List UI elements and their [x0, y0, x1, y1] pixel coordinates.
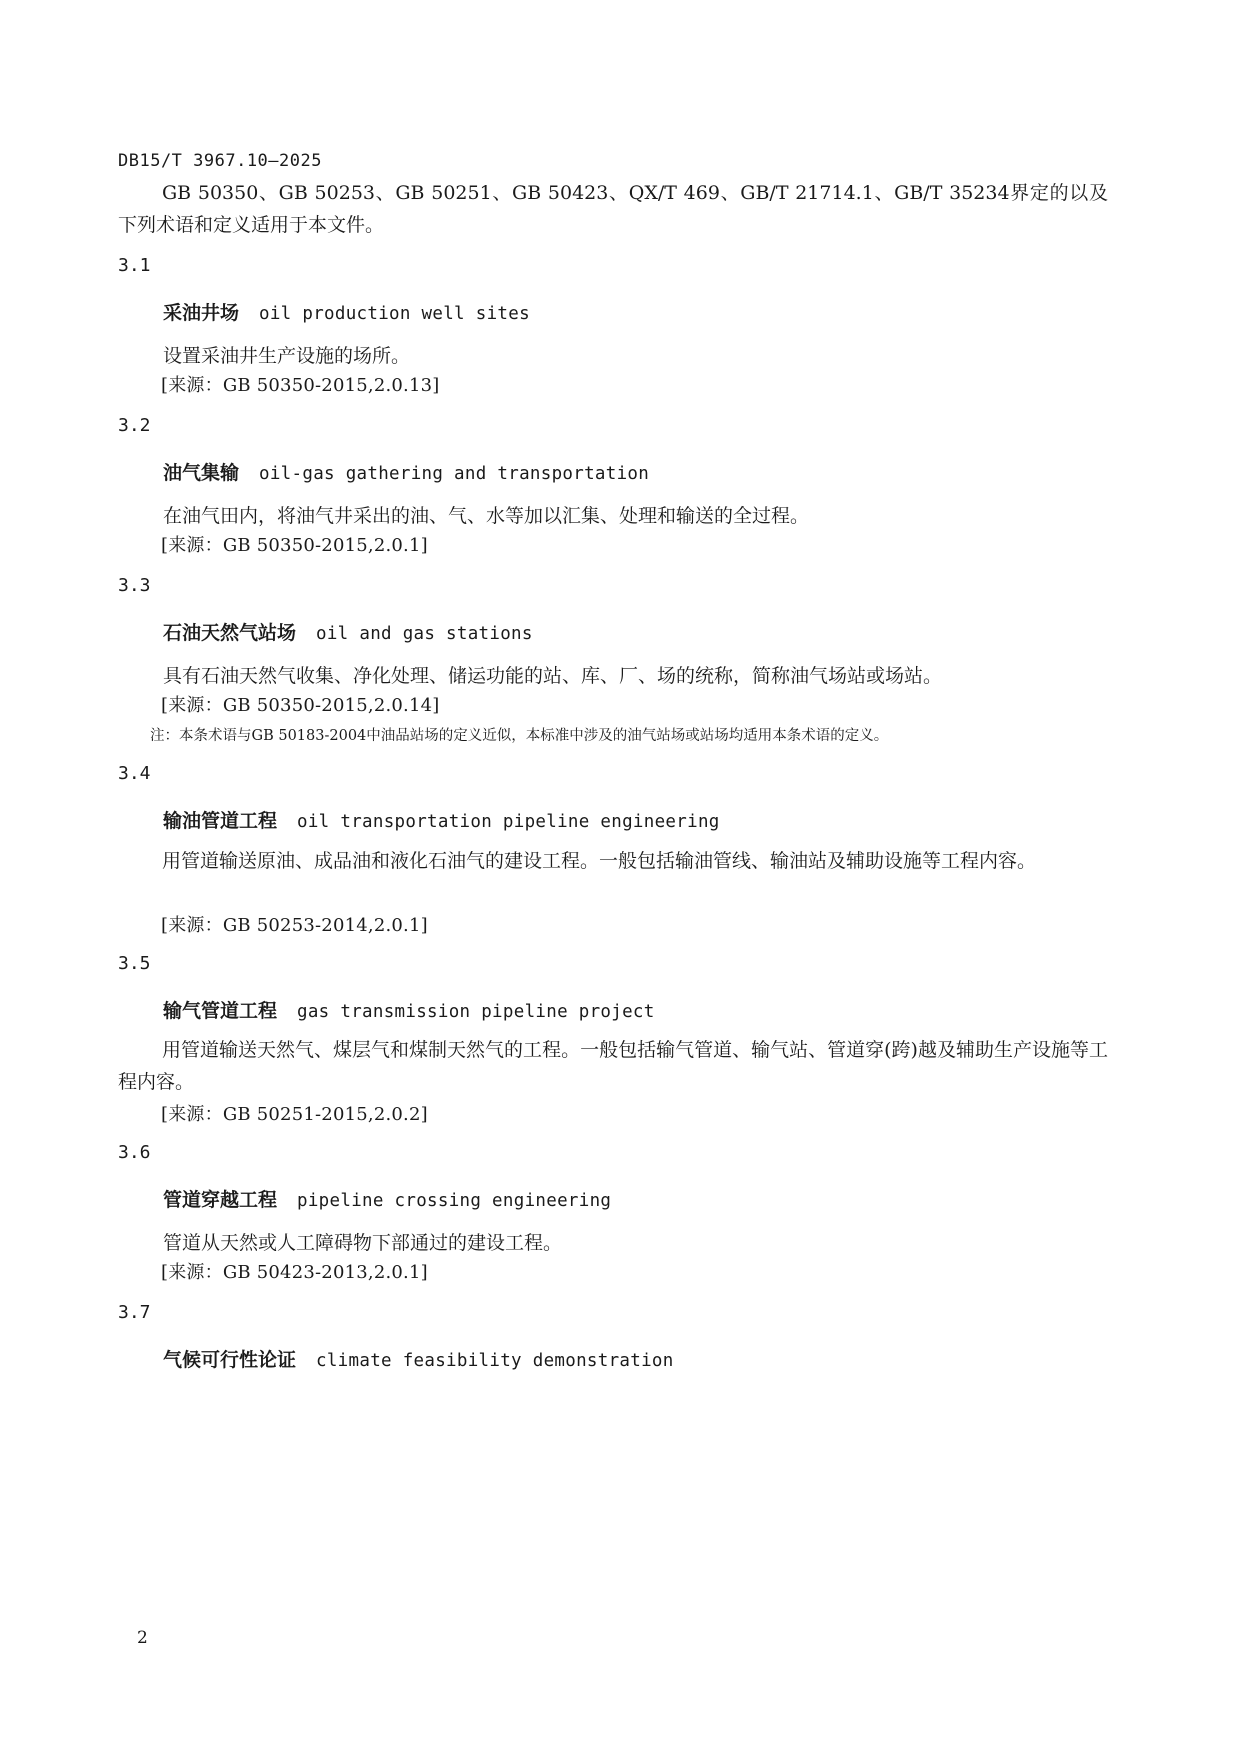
- intro-paragraph: GB 50350、GB 50253、GB 50251、GB 50423、QX/T 469、GB/T 21714.1、GB/T 35234界定的以及下列术语和定义适用于本文件。: [118, 182, 1108, 236]
- term-heading: [163, 996, 655, 1023]
- term-source: [来源：GB 50350-2015,2.0.14]: [161, 695, 440, 716]
- term-definition: 用管道输送原油、成品油和液化石油气的建设工程。一般包括输油管线、输油站及辅助设施等工程内容。: [162, 850, 1037, 872]
- term-note: 注：本条术语与GB 50183-2004中油品站场的定义近似，本标准中涉及的油气站场或站场均适用本条术语的定义。: [150, 728, 889, 744]
- term-chinese: 采油井场: [163, 302, 240, 324]
- term-english: pipeline crossing engineering: [297, 1191, 612, 1211]
- term-source: [来源：GB 50350-2015,2.0.1]: [161, 535, 428, 556]
- term-number: 3.3: [118, 575, 151, 596]
- term-heading: [163, 298, 530, 325]
- term-definition: 具有石油天然气收集、净化处理、储运功能的站、库、厂、场的统称，简称油气场站或场站。: [163, 665, 943, 687]
- term-definition: 在油气田内，将油气井采出的油、气、水等加以汇集、处理和输送的全过程。: [163, 505, 810, 527]
- term-source: [来源：GB 50251-2015,2.0.2]: [161, 1104, 428, 1125]
- term-chinese: 输油管道工程: [163, 810, 278, 832]
- term-definition: 用管道输送天然气、煤层气和煤制天然气的工程。一般包括输气管道、输气站、管道穿(跨)越及辅助生产设施等工程内容。: [118, 1039, 1108, 1093]
- term-heading: [163, 806, 720, 833]
- term-number: 3.1: [118, 255, 151, 276]
- term-english: oil production well sites: [259, 304, 530, 324]
- term-english: oil transportation pipeline engineering: [297, 812, 720, 832]
- term-chinese: 输气管道工程: [163, 1000, 278, 1022]
- document-code-header: DB15/T 3967.10—2025: [118, 151, 322, 171]
- page-number: 2: [137, 1628, 148, 1648]
- term-chinese: 石油天然气站场: [163, 622, 297, 644]
- term-heading: [163, 458, 649, 485]
- term-number: 3.7: [118, 1302, 151, 1323]
- term-number: 3.4: [118, 763, 151, 784]
- term-source: [来源：GB 50350-2015,2.0.13]: [161, 375, 440, 396]
- term-heading: [163, 1345, 674, 1372]
- term-english: oil and gas stations: [316, 624, 533, 644]
- term-chinese: 气候可行性论证: [163, 1349, 297, 1371]
- term-definition: 管道从天然或人工障碍物下部通过的建设工程。: [163, 1232, 563, 1254]
- term-english: climate feasibility demonstration: [316, 1351, 674, 1371]
- term-heading: [163, 618, 533, 645]
- term-number: 3.2: [118, 415, 151, 436]
- term-source: [来源：GB 50253-2014,2.0.1]: [161, 915, 428, 936]
- term-chinese: 管道穿越工程: [163, 1189, 278, 1211]
- term-heading: [163, 1185, 611, 1212]
- term-english: gas transmission pipeline project: [297, 1002, 655, 1022]
- term-chinese: 油气集输: [163, 462, 240, 484]
- term-number: 3.5: [118, 953, 151, 974]
- term-source: [来源：GB 50423-2013,2.0.1]: [161, 1262, 428, 1283]
- term-definition: 设置采油井生产设施的场所。: [163, 345, 411, 367]
- term-number: 3.6: [118, 1142, 151, 1163]
- term-english: oil-gas gathering and transportation: [259, 464, 650, 484]
